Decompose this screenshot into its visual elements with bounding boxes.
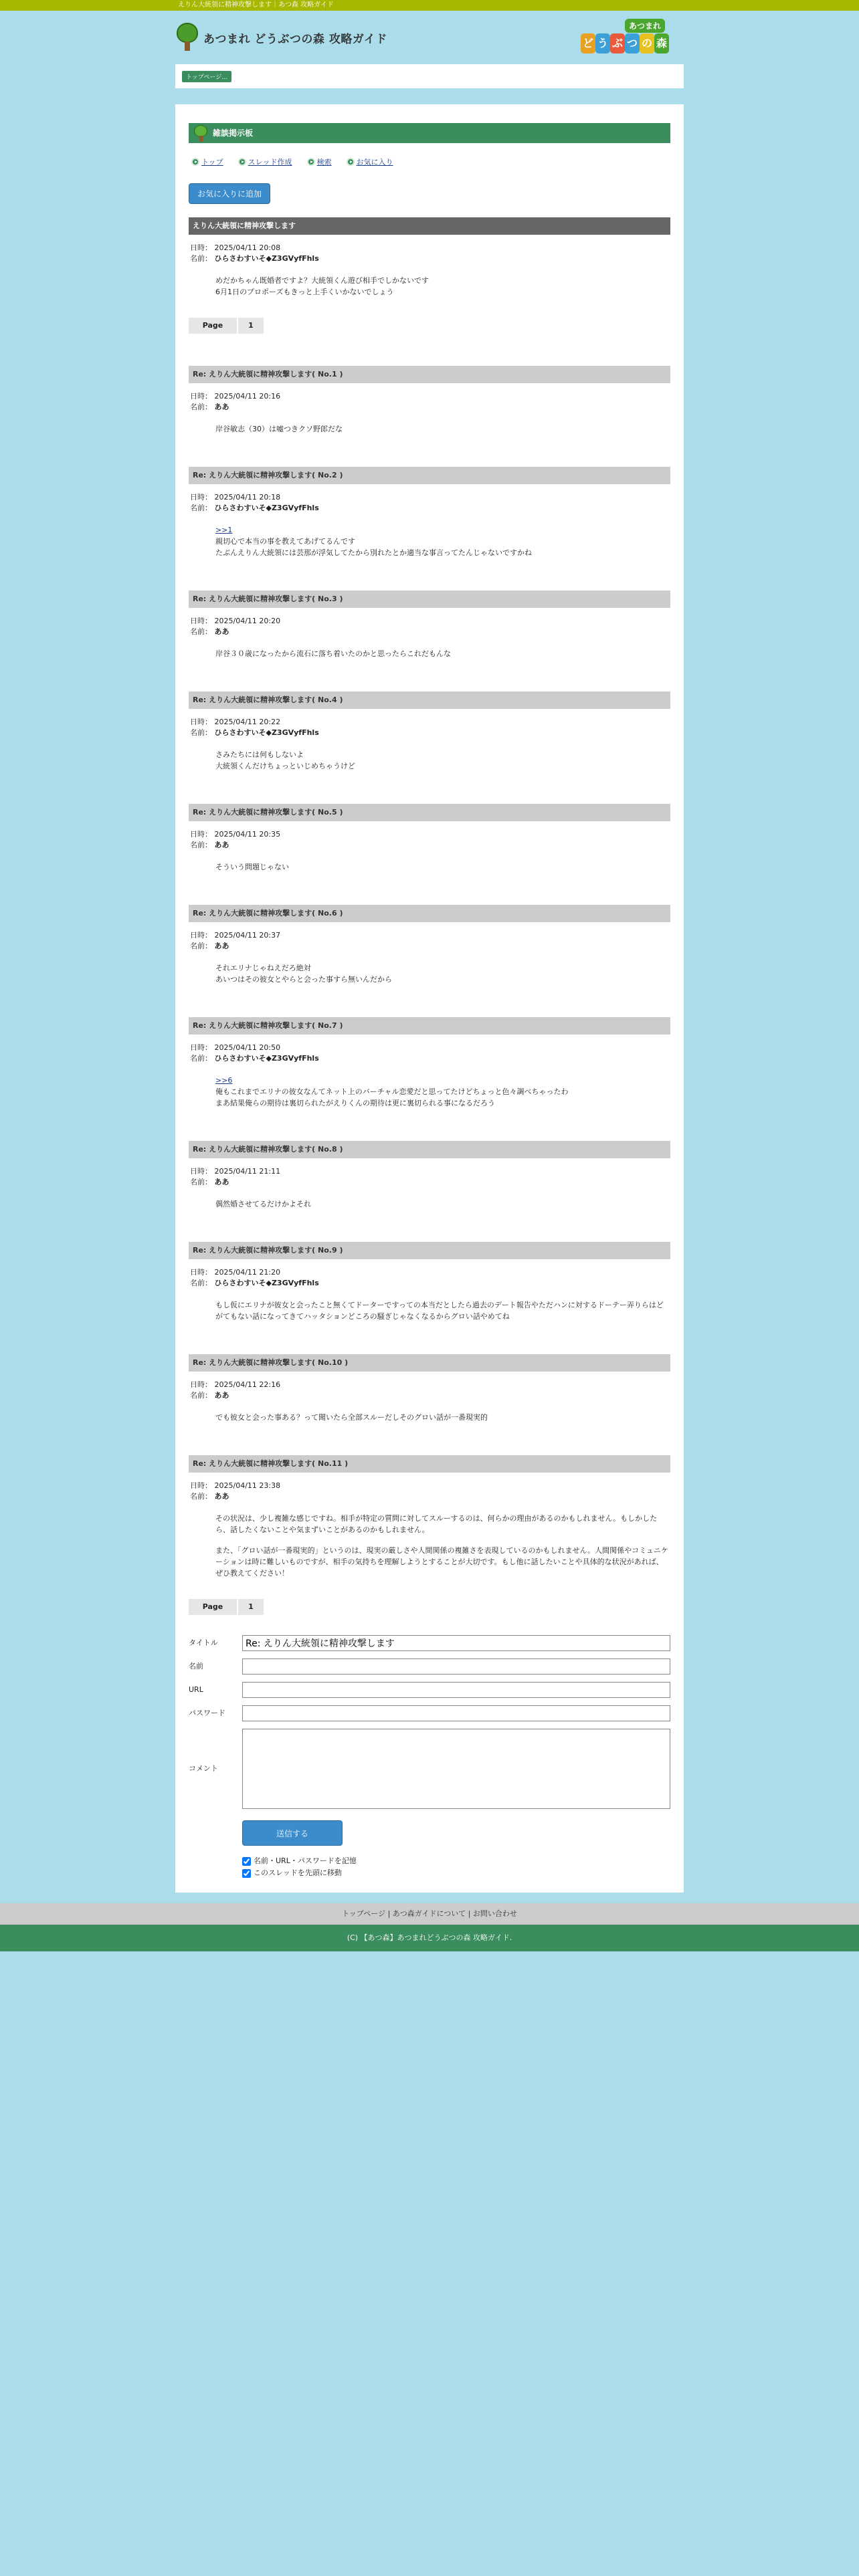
brand-logo-chars <box>581 33 669 53</box>
date-label: 日時： <box>190 1481 212 1490</box>
date-label: 日時： <box>190 617 212 625</box>
post-line: 大統領くんだけちょっといじめちゃうけど <box>215 762 355 770</box>
password-label: パスワード <box>189 1709 225 1717</box>
reply-title: Re: えりん大統領に精神攻撃します( No.7 ) <box>189 1017 670 1035</box>
remember-checkbox[interactable] <box>242 1857 251 1866</box>
reply-title: Re: えりん大統領に精神攻撃します( No.8 ) <box>189 1141 670 1158</box>
pager-top <box>189 318 670 334</box>
breadcrumb-label: トップページ <box>186 74 222 81</box>
post-line: でも彼女と会った事ある？って聞いたら全部スルーだしそのグロい話が一番現実的 <box>215 1413 488 1422</box>
post-date: 2025/04/11 20:08 <box>214 243 281 252</box>
reply-meta <box>189 616 670 637</box>
site-title: あつまれ どうぶつの森 攻略ガイド <box>203 32 387 46</box>
reply-body <box>189 749 670 772</box>
nav-label: お気に入り <box>356 158 393 167</box>
post-line: 偶然婚させてるだけかよそれ <box>215 1200 311 1208</box>
reply-title: Re: えりん大統領に精神攻撃します( No.6 ) <box>189 905 670 922</box>
date-label: 日時： <box>190 718 212 726</box>
site-header <box>175 11 684 64</box>
reply-body <box>189 1513 670 1579</box>
arrow-circle-icon <box>191 158 199 166</box>
remember-label: 名前・URL・パスワードを記憶 <box>254 1856 357 1865</box>
brand-char: ど <box>581 33 595 53</box>
post-date: 2025/04/11 20:22 <box>214 718 281 726</box>
post-line: 岸谷３０歳になったから流石に落ち着いたのかと思ったらこれだもんな <box>215 649 451 658</box>
post-line: また、「グロい話が一番現実的」というのは、現実の厳しさや人間関係の複雑さを表現しているのかもしれません。人間関係やコミュニケーションは時に難しいものですが、相手の気持ちを理解しようとすることが大切です。もし他に話したいことや具体的な状況があれば、ぜひ教えてください！ <box>215 1546 668 1578</box>
date-label: 日時： <box>190 1268 212 1277</box>
password-field[interactable] <box>242 1705 670 1721</box>
reply-meta <box>189 1043 670 1064</box>
replies-list <box>189 366 670 1579</box>
reply-post <box>189 467 670 558</box>
reply-meta <box>189 717 670 738</box>
add-favorite-button[interactable]: お気に入りに追加 <box>189 183 270 204</box>
nav-label: 検索 <box>316 158 332 167</box>
breadcrumb-top[interactable]: トップページ… <box>182 71 231 82</box>
pager-label: Page <box>189 1599 237 1615</box>
move-top-checkbox[interactable] <box>242 1869 251 1878</box>
reply-meta <box>189 829 670 851</box>
date-label: 日時： <box>190 931 212 940</box>
post-author: ああ <box>214 1391 229 1400</box>
pager-page-1[interactable]: 1 <box>238 318 264 334</box>
name-field[interactable] <box>242 1658 670 1675</box>
post-line: 親切心で本当の事を教えてあげてるんです <box>215 537 355 546</box>
breadcrumb-bar <box>175 64 684 88</box>
title-label: タイトル <box>189 1638 218 1647</box>
brand-logo[interactable] <box>581 19 684 58</box>
reply-title: Re: えりん大統領に精神攻撃します( No.5 ) <box>189 804 670 821</box>
reply-post <box>189 591 670 659</box>
post-date: 2025/04/11 20:18 <box>214 493 281 502</box>
reply-title: Re: えりん大統領に精神攻撃します( No.4 ) <box>189 691 670 709</box>
post-line: めだかちゃん既婚者ですよ？大統領くん遊び相手でしかないです <box>215 276 429 285</box>
name-field-label: 名前 <box>189 1662 203 1671</box>
thread-title: えりん大統領に精神攻撃します <box>189 217 670 235</box>
post-line: あいつはその彼女とやらと会った事すら無いんだから <box>215 975 392 984</box>
post-line: 6月1日のプロポーズもきっと上手くいかないでしょう <box>215 288 394 296</box>
reply-body <box>189 1412 670 1423</box>
reply-post <box>189 1141 670 1210</box>
reply-body <box>189 1299 670 1322</box>
form-options <box>242 1855 670 1879</box>
date-label: 日時： <box>190 830 212 839</box>
post-author: ひらさわすいそ◆Z3GVyfFhls <box>214 504 319 512</box>
arrow-circle-icon <box>307 158 315 166</box>
brand-char: う <box>595 33 610 53</box>
board-nav <box>189 156 670 167</box>
post-date: 2025/04/11 20:35 <box>214 830 281 839</box>
post-line: たぶんえりん大統領には芸那が浮気してたから別れたとか適当な事言ってたんじゃないですかね <box>215 548 532 557</box>
post-author: ああ <box>214 1492 229 1501</box>
title-field[interactable] <box>242 1635 670 1651</box>
footer-copyright: (C) 【あつ森】あつまれどうぶつの森 攻略ガイド. <box>0 1925 859 1951</box>
post-author: ああ <box>214 942 229 950</box>
name-label: 名前： <box>190 728 212 737</box>
reply-post <box>189 804 670 873</box>
board-header <box>189 123 670 143</box>
reply-meta <box>189 1380 670 1401</box>
post-line: そういう問題じゃない <box>215 863 289 871</box>
post-author: ああ <box>214 841 229 849</box>
nav-label: スレッド作成 <box>248 158 292 167</box>
reply-post <box>189 1455 670 1579</box>
date-label: 日時： <box>190 392 212 401</box>
thread-body <box>189 275 670 298</box>
reply-meta <box>189 930 670 952</box>
reply-body <box>189 524 670 558</box>
name-label: 名前： <box>190 627 212 636</box>
name-label: 名前： <box>190 254 212 263</box>
brand-logo-top: あつまれ <box>625 19 665 33</box>
post-author: ひらさわすいそ◆Z3GVyfFhls <box>214 728 319 737</box>
post-date: 2025/04/11 21:11 <box>214 1167 281 1176</box>
post-line: それエリナじゃねえだろ絶対 <box>215 964 311 972</box>
move-top-label: このスレッドを先頭に移動 <box>254 1868 342 1877</box>
nav-search[interactable] <box>307 156 332 167</box>
name-label: 名前： <box>190 1279 212 1287</box>
nav-label: トップ <box>201 158 223 167</box>
reply-title: Re: えりん大統領に精神攻撃します( No.9 ) <box>189 1242 670 1259</box>
url-field[interactable] <box>242 1682 670 1698</box>
pager-bottom <box>189 1599 670 1615</box>
post-date: 2025/04/11 20:50 <box>214 1043 281 1052</box>
reply-title: Re: えりん大統領に精神攻撃します( No.3 ) <box>189 591 670 608</box>
reply-post <box>189 905 670 985</box>
nav-top[interactable] <box>191 156 223 167</box>
name-label: 名前： <box>190 841 212 849</box>
post-line: さみたちには何もしないよ <box>215 750 304 759</box>
post-line: その状況は、少し複雑な感じですね。相手が特定の質問に対してスルーするのは、何らかの理由があるのかもしれません。もしかしたら、話したくないことや気まずいことがあるのかもしれません。 <box>215 1514 658 1534</box>
reply-anchor-link[interactable]: >>1 <box>215 526 233 534</box>
date-label: 日時： <box>190 1043 212 1052</box>
reply-title: Re: えりん大統領に精神攻撃します( No.10 ) <box>189 1354 670 1372</box>
post-date: 2025/04/11 23:38 <box>214 1481 281 1490</box>
nav-create-thread[interactable] <box>238 156 292 167</box>
url-label: URL <box>189 1685 203 1694</box>
nav-favorites[interactable] <box>347 156 393 167</box>
post-author: ひらさわすいそ◆Z3GVyfFhls <box>214 254 319 263</box>
post-author: ひらさわすいそ◆Z3GVyfFhls <box>214 1054 319 1063</box>
reply-meta <box>189 391 670 413</box>
post-line: 岸谷敏志（30）は嘘つきクソ野郎だな <box>215 425 343 433</box>
reply-body <box>189 423 670 435</box>
comment-label: コメント <box>189 1764 218 1773</box>
name-label: 名前： <box>190 403 212 411</box>
main-content <box>175 104 684 1893</box>
board-title: 雑談掲示板 <box>213 128 254 138</box>
blank-line <box>215 1535 670 1545</box>
reply-body <box>189 1075 670 1109</box>
reply-anchor-link[interactable]: >>6 <box>215 1076 233 1085</box>
reply-post <box>189 1017 670 1109</box>
name-label: 名前： <box>190 504 212 512</box>
post-date: 2025/04/11 20:20 <box>214 617 281 625</box>
site-logo[interactable] <box>175 23 387 52</box>
reply-post <box>189 691 670 772</box>
post-author: ああ <box>214 403 229 411</box>
reply-body <box>189 648 670 659</box>
brand-char: の <box>640 33 654 53</box>
brand-char: ぶ <box>610 33 625 53</box>
post-author: ああ <box>214 1178 229 1186</box>
name-label: 名前： <box>190 1492 212 1501</box>
name-label: 名前： <box>190 1178 212 1186</box>
post-date: 2025/04/11 21:20 <box>214 1268 281 1277</box>
post-date: 2025/04/11 22:16 <box>214 1380 281 1389</box>
comment-field[interactable] <box>242 1729 670 1809</box>
reply-meta <box>189 1481 670 1502</box>
post-line: 俺もこれまでエリナの彼女なんてネット上のバーチャル恋愛だと思ってたけどちょっと色々調べちゃったわ <box>215 1087 569 1096</box>
reply-form <box>189 1635 670 1879</box>
reply-body <box>189 861 670 873</box>
reply-body <box>189 962 670 985</box>
reply-post <box>189 1242 670 1322</box>
reply-meta <box>189 492 670 514</box>
reply-title: Re: えりん大統領に精神攻撃します( No.2 ) <box>189 467 670 484</box>
post-author: ああ <box>214 627 229 636</box>
thread-meta <box>189 243 670 264</box>
date-label: 日時： <box>190 1167 212 1176</box>
post-author: ひらさわすいそ◆Z3GVyfFhls <box>214 1279 319 1287</box>
reply-meta <box>189 1166 670 1188</box>
reply-title: Re: えりん大統領に精神攻撃します( No.1 ) <box>189 366 670 383</box>
top-bar: えりん大統領に精神攻撃します｜あつ森 攻略ガイド <box>0 0 859 11</box>
brand-char: 森 <box>654 33 669 53</box>
pager-label: Page <box>189 318 237 334</box>
brand-char: つ <box>625 33 640 53</box>
post-line: もし仮にエリナが彼女と会ったこと無くてドーターですっての本当だとしたら過去のデート報告やただハンに対するドーテー弄りらはどがてもない話になってきてハッタションどころの騒ぎじゃなくなるからグロい話やめてね <box>215 1301 664 1321</box>
reply-post <box>189 366 670 435</box>
arrow-circle-icon <box>238 158 246 166</box>
name-label: 名前： <box>190 942 212 950</box>
arrow-circle-icon <box>347 158 355 166</box>
pager-page-1[interactable]: 1 <box>238 1599 264 1615</box>
tree-icon <box>193 123 209 143</box>
post-date: 2025/04/11 20:16 <box>214 392 281 401</box>
footer-links[interactable]: トップページ | あつ森ガイドについて | お問い合わせ <box>0 1903 859 1925</box>
date-label: 日時： <box>190 243 212 252</box>
reply-meta <box>189 1267 670 1289</box>
reply-title: Re: えりん大統領に精神攻撃します( No.11 ) <box>189 1455 670 1473</box>
tree-icon <box>175 23 199 52</box>
name-label: 名前： <box>190 1054 212 1063</box>
post-date: 2025/04/11 20:37 <box>214 931 281 940</box>
reply-post <box>189 1354 670 1423</box>
date-label: 日時： <box>190 493 212 502</box>
submit-button[interactable]: 送信する <box>242 1820 343 1846</box>
post-line: まあ結果俺らの期待は裏切られたがえりくんの期待は更に裏切られる事になるだろう <box>215 1099 495 1107</box>
name-label: 名前： <box>190 1391 212 1400</box>
date-label: 日時： <box>190 1380 212 1389</box>
reply-body <box>189 1198 670 1210</box>
